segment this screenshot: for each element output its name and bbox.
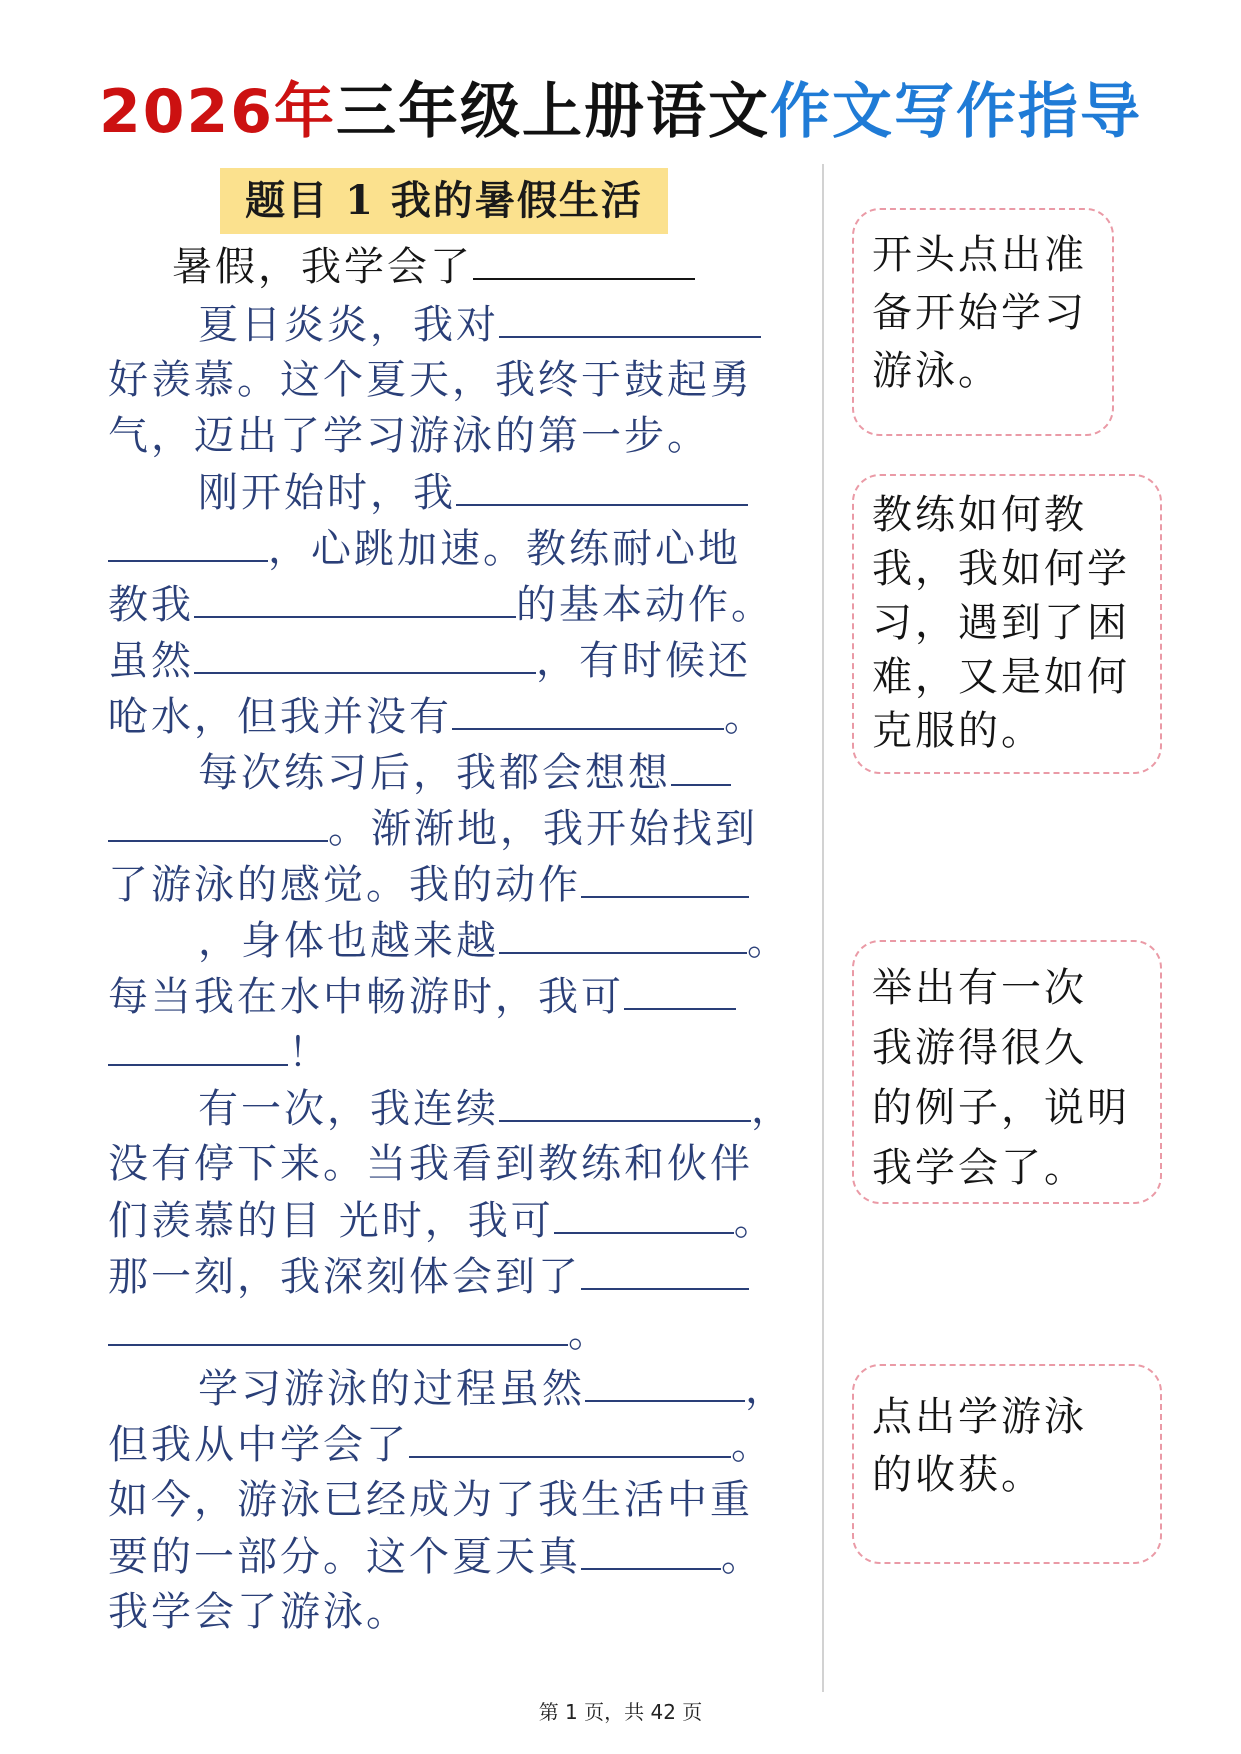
page-footer: 第 1 页，共 42 页 xyxy=(538,1700,703,1724)
note-box-example xyxy=(852,940,1162,1204)
note-line: 我，我如何学 xyxy=(872,546,1130,592)
note-box-process xyxy=(852,474,1162,774)
note-line: 备开始学习 xyxy=(872,290,1087,336)
fill-blank[interactable] xyxy=(473,238,695,280)
essay-line-25: 我学会了游泳。 xyxy=(108,1589,409,1635)
fill-blank[interactable] xyxy=(194,632,536,674)
fill-blank[interactable] xyxy=(581,1248,749,1290)
column-divider xyxy=(822,164,824,1692)
note-line: 教练如何教 xyxy=(872,492,1087,538)
fill-blank[interactable] xyxy=(581,1528,721,1570)
fill-blank[interactable] xyxy=(108,800,328,842)
essay-line-2: 夏日炎炎，我对 xyxy=(198,296,761,353)
essay-line-14: 每当我在水中畅游时，我可 xyxy=(108,968,736,1025)
fill-blank[interactable] xyxy=(499,912,747,954)
essay-line-1: 暑假，我学会了 xyxy=(172,238,695,295)
fill-blank[interactable] xyxy=(108,1304,568,1346)
essay-line-20: 。 xyxy=(108,1304,611,1361)
essay-line-3: 好羡慕。这个夏天，我终于鼓起勇 xyxy=(108,357,753,403)
note-line: 难，又是如何 xyxy=(872,654,1130,700)
fill-blank[interactable] xyxy=(409,1416,731,1458)
note-line: 习，遇到了困 xyxy=(872,600,1130,646)
title-subject: 三年级上册语文 xyxy=(336,77,770,147)
essay-line-19: 那一刻，我深刻体会到了 xyxy=(108,1248,749,1305)
essay-line-8: 虽然 ，有时候还 xyxy=(108,632,751,689)
fill-blank[interactable] xyxy=(554,1192,734,1234)
fill-blank[interactable] xyxy=(499,296,761,338)
note-line: 克服的。 xyxy=(872,708,1044,754)
fill-blank[interactable] xyxy=(456,464,748,506)
title-year: 2026年 xyxy=(99,77,336,147)
fill-blank[interactable] xyxy=(581,856,749,898)
fill-blank[interactable] xyxy=(499,1080,751,1122)
essay-line-16: 有一次，我连续 ， xyxy=(198,1080,794,1137)
note-box-opening xyxy=(852,208,1114,436)
essay-line-13: ，身体也越来越 。 xyxy=(198,912,790,969)
essay-line-4: 气，迈出了学习游泳的第一步。 xyxy=(108,413,710,459)
essay-line-23: 如今，游泳已经成为了我生活中重 xyxy=(108,1477,753,1523)
essay-line-17: 没有停下来。当我看到教练和伙伴 xyxy=(108,1141,753,1187)
essay-line-24: 要的一部分。这个夏天真 。 xyxy=(108,1528,764,1585)
note-box-harvest xyxy=(852,1364,1162,1564)
page-title xyxy=(0,72,1241,152)
note-line: 我游得很久 xyxy=(872,1025,1087,1071)
essay-line-21: 学习游泳的过程虽然 ， xyxy=(198,1360,788,1417)
fill-blank[interactable] xyxy=(624,968,736,1010)
fill-blank[interactable] xyxy=(671,744,731,786)
essay-line-9: 呛水，但我并没有 。 xyxy=(108,688,767,745)
note-line: 游泳。 xyxy=(872,348,1001,394)
fill-blank[interactable] xyxy=(108,520,268,562)
note-line: 的收获。 xyxy=(872,1452,1044,1498)
fill-blank[interactable] xyxy=(194,576,516,618)
essay-line-15: ！ xyxy=(108,1024,331,1081)
note-line: 我学会了。 xyxy=(872,1145,1087,1191)
essay-line-18: 们羡慕的目 光时，我可 。 xyxy=(108,1192,777,1249)
note-line: 点出学游泳 xyxy=(872,1394,1087,1440)
note-line: 举出有一次 xyxy=(872,965,1087,1011)
title-guide: 作文写作指导 xyxy=(770,77,1142,147)
essay-line-7: 教我 的基本动作。 xyxy=(108,576,774,633)
essay-line-11: 。渐渐地，我开始找到 xyxy=(108,800,758,857)
fill-blank[interactable] xyxy=(585,1360,745,1402)
essay-line-12: 了游泳的感觉。我的动作 xyxy=(108,856,749,913)
note-line: 开头点出准 xyxy=(872,232,1087,278)
note-line: 的例子，说明 xyxy=(872,1085,1130,1131)
topic-heading: 题目 1 我的暑假生活 xyxy=(220,168,668,234)
essay-line-22: 但我从中学会了 。 xyxy=(108,1416,774,1473)
fill-blank[interactable] xyxy=(108,1024,288,1066)
essay-line-10: 每次练习后，我都会想想 xyxy=(198,744,731,801)
fill-blank[interactable] xyxy=(452,688,724,730)
essay-line-5: 刚开始时，我 xyxy=(198,464,748,521)
essay-line-6: ，心跳加速。教练耐心地 xyxy=(108,520,741,577)
